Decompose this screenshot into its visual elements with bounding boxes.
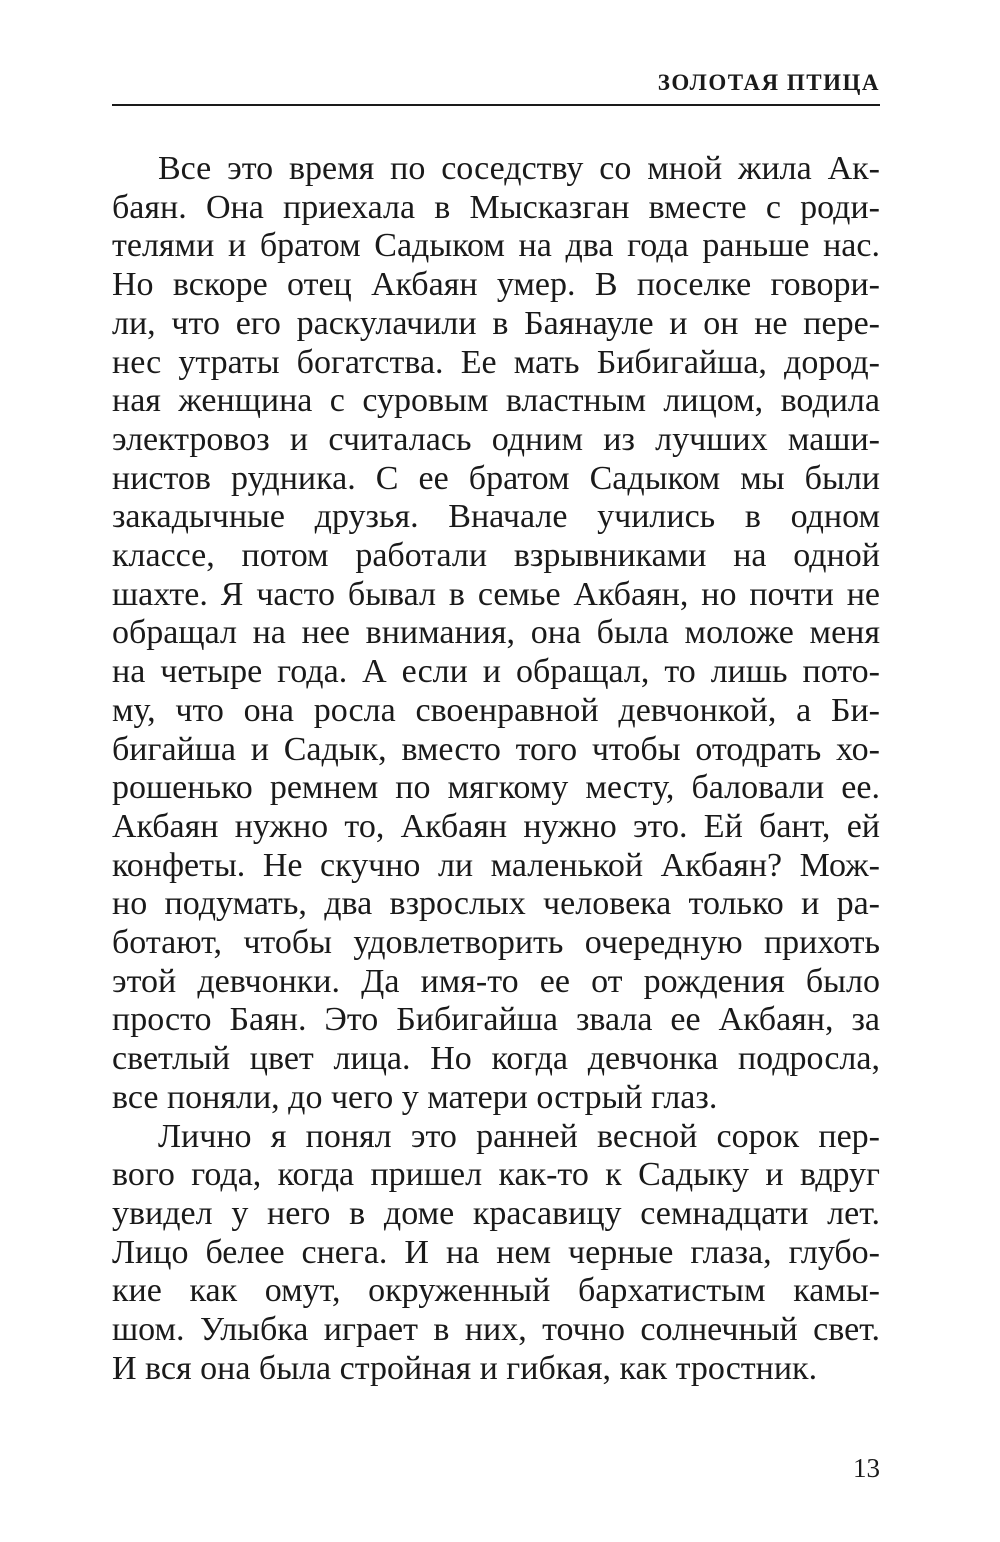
text-line: этой девчонки. Да имя-то ее от рождения было [112, 962, 880, 1000]
text-line: баян. Она приехала в Мысказган вместе с роди- [112, 188, 880, 226]
paragraphs [112, 150, 880, 1389]
text-line: классе, потом работали взрывниками на одной [112, 537, 880, 575]
text-line: нистов рудника. С ее братом Садыком мы были [112, 459, 880, 497]
text-line: Но вскоре отец Акбаян умер. В поселке говори- [112, 266, 880, 304]
text-line: шахте. Я часто бывал в семье Акбаян, но почти не [112, 575, 880, 613]
text-line: все поняли, до чего у матери острый глаз. [112, 1078, 718, 1116]
text-line: ли, что его раскулачили в Баянауле и он не пере- [112, 304, 880, 342]
text-line: просто Баян. Это Бибигайша звала ее Акбаян, за [112, 1001, 880, 1039]
page-number: 13 [853, 1453, 880, 1483]
running-head-title: ЗОЛОТАЯ ПТИЦА [657, 70, 880, 95]
text-line: увидел у него в доме красавицу семнадцати лет. [112, 1194, 880, 1232]
paragraph [112, 150, 880, 1118]
text-line: но подумать, два взрослых человека только и ра- [112, 885, 880, 923]
text-line: телями и братом Садыком на два года раньше нас. [112, 227, 880, 265]
text-line: бигайша и Садык, вместо того чтобы отодрать хо- [112, 730, 880, 768]
text-line: закадычные друзья. Вначале учились в одном [112, 498, 880, 536]
text-line: му, что она росла своенравной девчонкой, а Би- [112, 691, 880, 729]
text-line: шом. Улыбка играет в них, точно солнечный свет. [112, 1311, 880, 1349]
text-line: ботают, чтобы удовлетворить очередную прихоть [112, 924, 880, 962]
text-line: Лично я понял это ранней весной сорок пер- [158, 1117, 880, 1155]
text-line: Лицо белее снега. И на нем черные глаза, глубо- [112, 1233, 880, 1271]
text-line: ная женщина с суровым властным лицом, водила [112, 382, 880, 420]
paragraph [112, 1118, 880, 1389]
text-line: Акбаян нужно то, Акбаян нужно это. Ей бант, ей [112, 807, 880, 845]
text-line: нес утраты богатства. Ее мать Бибигайша, дород- [112, 343, 880, 381]
text-line: вого года, когда пришел как-то к Садыку и вдруг [112, 1156, 880, 1194]
text-line: обращал на нее внимания, она была моложе меня [112, 614, 880, 652]
body-text [112, 150, 880, 1389]
text-line: конфеты. Не скучно ли маленькой Акбаян? Мож- [112, 846, 880, 884]
text-line: И вся она была стройная и гибкая, как тростник. [112, 1349, 818, 1387]
text-line: кие как омут, окруженный бархатистым камы- [112, 1272, 880, 1310]
text-line: Все это время по соседству со мной жила Ак- [158, 150, 880, 187]
text-line: рошенько ремнем по мягкому месту, баловали ее. [112, 769, 880, 807]
text-line: на четыре года. А если и обращал, то лишь пото- [112, 653, 880, 691]
text-line: электровоз и считалась одним из лучших маши- [112, 420, 880, 458]
header-rule [112, 104, 880, 106]
text-line: светлый цвет лица. Но когда девчонка подросла, [112, 1040, 880, 1078]
